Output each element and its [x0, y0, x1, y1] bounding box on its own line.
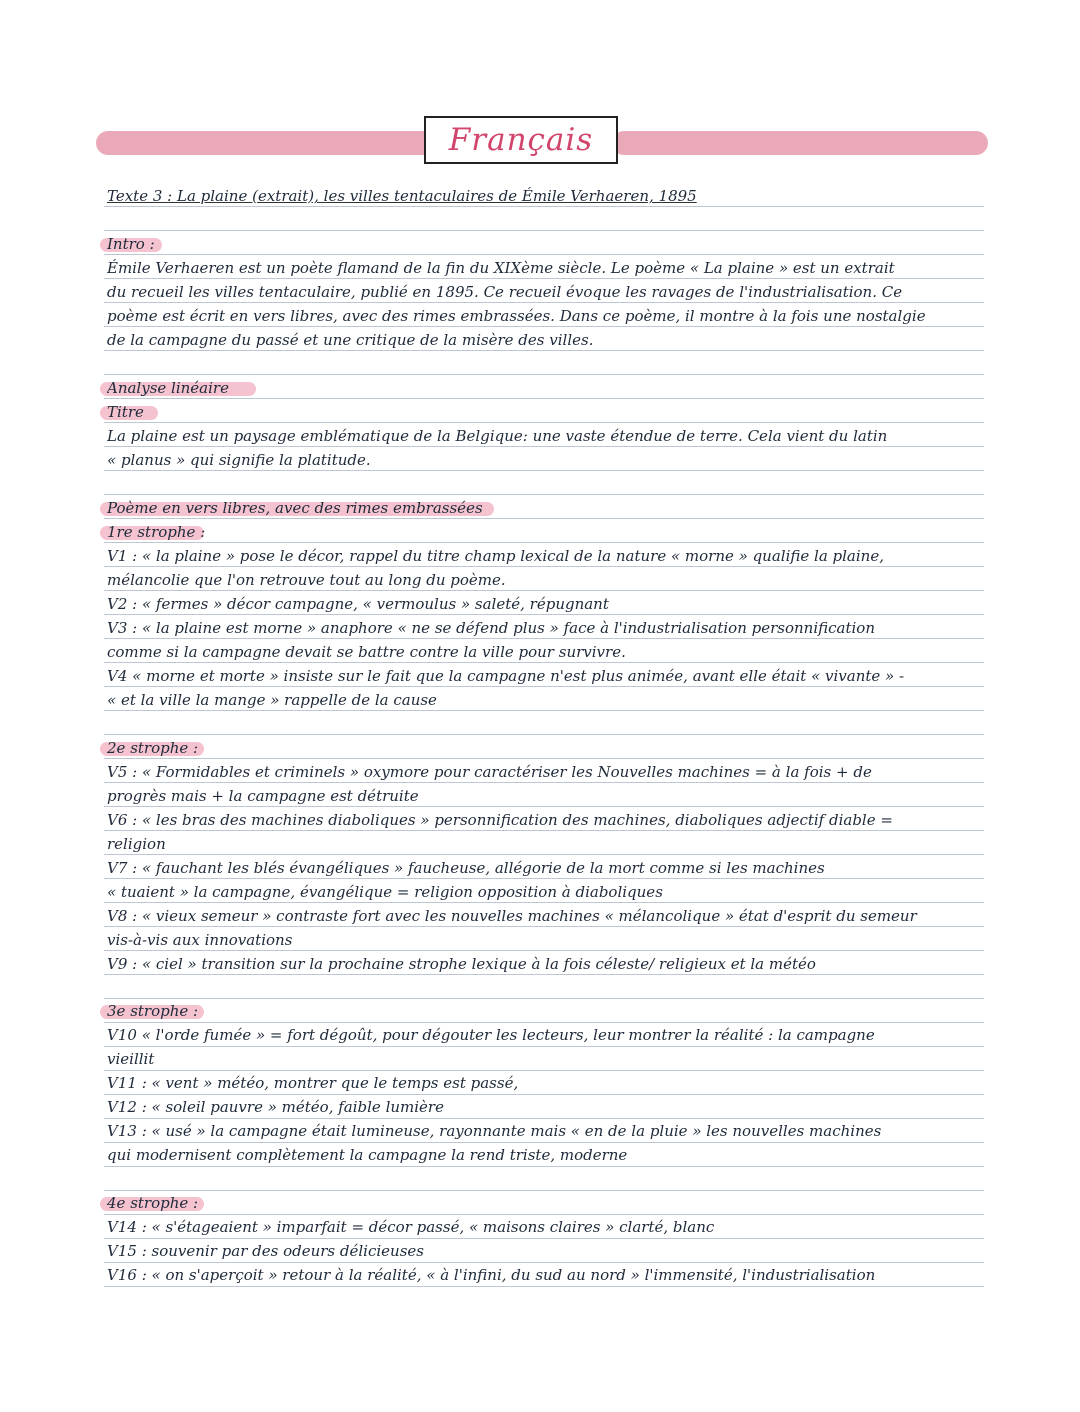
- strophe-1-line: comme si la campagne devait se battre contre la ville pour survivre.: [107, 643, 626, 661]
- strophe-1-label: 1re strophe :: [107, 523, 206, 541]
- strophe-3-label: 3e strophe :: [107, 1002, 199, 1020]
- rule-line: [104, 1094, 984, 1095]
- strophe-1-line: « et la ville la mange » rappelle de la cause: [107, 691, 437, 709]
- strophe-3-line: V12 : « soleil pauvre » météo, faible lumière: [107, 1098, 444, 1116]
- rule-line: [104, 1190, 984, 1191]
- section-label-titre: Titre: [107, 403, 144, 421]
- text-subtitle: Texte 3 : La plaine (extrait), les villes tentaculaires de Émile Verhaeren, 1895: [107, 187, 697, 205]
- rule-line: [104, 494, 984, 495]
- strophe-2-line: V9 : « ciel » transition sur la prochaine strophe lexique à la fois céleste/ religieux et la météo: [107, 955, 816, 973]
- strophe-4-line: V15 : souvenir par des odeurs délicieuses: [107, 1242, 424, 1260]
- section-label-analyse: Analyse linéaire: [107, 379, 229, 397]
- section-label-intro: Intro :: [107, 235, 155, 253]
- rule-line: [104, 230, 984, 231]
- strophe-1-line: V2 : « fermes » décor campagne, « vermoulus » saleté, répugnant: [107, 595, 609, 613]
- rule-line: [104, 374, 984, 375]
- strophe-2-line: V5 : « Formidables et criminels » oxymore pour caractériser les Nouvelles machines = à la fois + de: [107, 763, 872, 781]
- section-label-poeme: Poème en vers libres, avec des rimes embrassées: [107, 499, 483, 517]
- strophe-2-line: « tuaient » la campagne, évangélique = religion opposition à diaboliques: [107, 883, 663, 901]
- strophe-4-line: V14 : « s'étageaient » imparfait = décor passé, « maisons claires » clarté, blanc: [107, 1218, 715, 1236]
- strophe-2-line: V6 : « les bras des machines diaboliques » personnification des machines, diaboliques adjectif diable =: [107, 811, 893, 829]
- strophe-1-line: V1 : « la plaine » pose le décor, rappel du titre champ lexical de la nature « morne » qualifie la plaine,: [107, 547, 884, 565]
- strophe-2-line: progrès mais + la campagne est détruite: [107, 787, 419, 805]
- titre-line: « planus » qui signifie la platitude.: [107, 451, 371, 469]
- intro-line: poème est écrit en vers libres, avec des rimes embrassées. Dans ce poème, il montre à la fois une nostalgie: [107, 307, 926, 325]
- strophe-3-line: V13 : « usé » la campagne était lumineuse, rayonnante mais « en de la pluie » les nouvelles machines: [107, 1122, 882, 1140]
- rule-line: [104, 1262, 984, 1263]
- strophe-2-line: vis-à-vis aux innovations: [107, 931, 293, 949]
- intro-line: Émile Verhaeren est un poète flamand de la fin du XIXème siècle. Le poème « La plaine » est un extrait: [107, 259, 895, 277]
- strophe-2-line: V8 : « vieux semeur » contraste fort avec les nouvelles machines « mélancolique » état d'esprit du semeur: [107, 907, 917, 925]
- rule-line: [104, 1214, 984, 1215]
- page-title: Français: [448, 122, 594, 158]
- strophe-3-line: V11 : « vent » météo, montrer que le temps est passé,: [107, 1074, 519, 1092]
- titre-line: La plaine est un paysage emblématique de la Belgique: une vaste étendue de terre. Cela vient du latin: [107, 427, 888, 445]
- intro-line: du recueil les villes tentaculaire, publié en 1895. Ce recueil évoque les ravages de l'industrialisation. Ce: [107, 283, 903, 301]
- rule-line: [104, 1238, 984, 1239]
- rule-line: [104, 1166, 984, 1167]
- strophe-4-label: 4e strophe :: [107, 1194, 199, 1212]
- strophe-2-label: 2e strophe :: [107, 739, 199, 757]
- rule-line: [104, 998, 984, 999]
- strophe-4-line: V16 : « on s'aperçoit » retour à la réalité, « à l'infini, du sud au nord » l'immensité, l'industrialisation: [107, 1266, 876, 1284]
- intro-line: de la campagne du passé et une critique de la misère des villes.: [107, 331, 594, 349]
- rule-line: [104, 1118, 984, 1119]
- rule-line: [104, 1070, 984, 1071]
- strophe-1-line: V3 : « la plaine est morne » anaphore « ne se défend plus » face à l'industrialisation personnification: [107, 619, 875, 637]
- strophe-2-line: V7 : « fauchant les blés évangéliques » faucheuse, allégorie de la mort comme si les machines: [107, 859, 825, 877]
- strophe-1-line: mélancolie que l'on retrouve tout au long du poème.: [107, 571, 506, 589]
- strophe-1-line: V4 « morne et morte » insiste sur le fait que la campagne n'est plus animée, avant elle était « vivante » -: [107, 667, 905, 685]
- rule-line: [104, 1142, 984, 1143]
- strophe-2-line: religion: [107, 835, 166, 853]
- strophe-3-line: qui modernisent complètement la campagne la rend triste, moderne: [107, 1146, 628, 1164]
- rule-line: [104, 1286, 984, 1287]
- strophe-3-line: V10 « l'orde fumée » = fort dégoût, pour dégouter les lecteurs, leur montrer la réalité : la campagne: [107, 1026, 875, 1044]
- rule-line: [104, 1022, 984, 1023]
- strophe-3-line: vieillit: [107, 1050, 155, 1068]
- rule-line: [104, 734, 984, 735]
- rule-line: [104, 1046, 984, 1047]
